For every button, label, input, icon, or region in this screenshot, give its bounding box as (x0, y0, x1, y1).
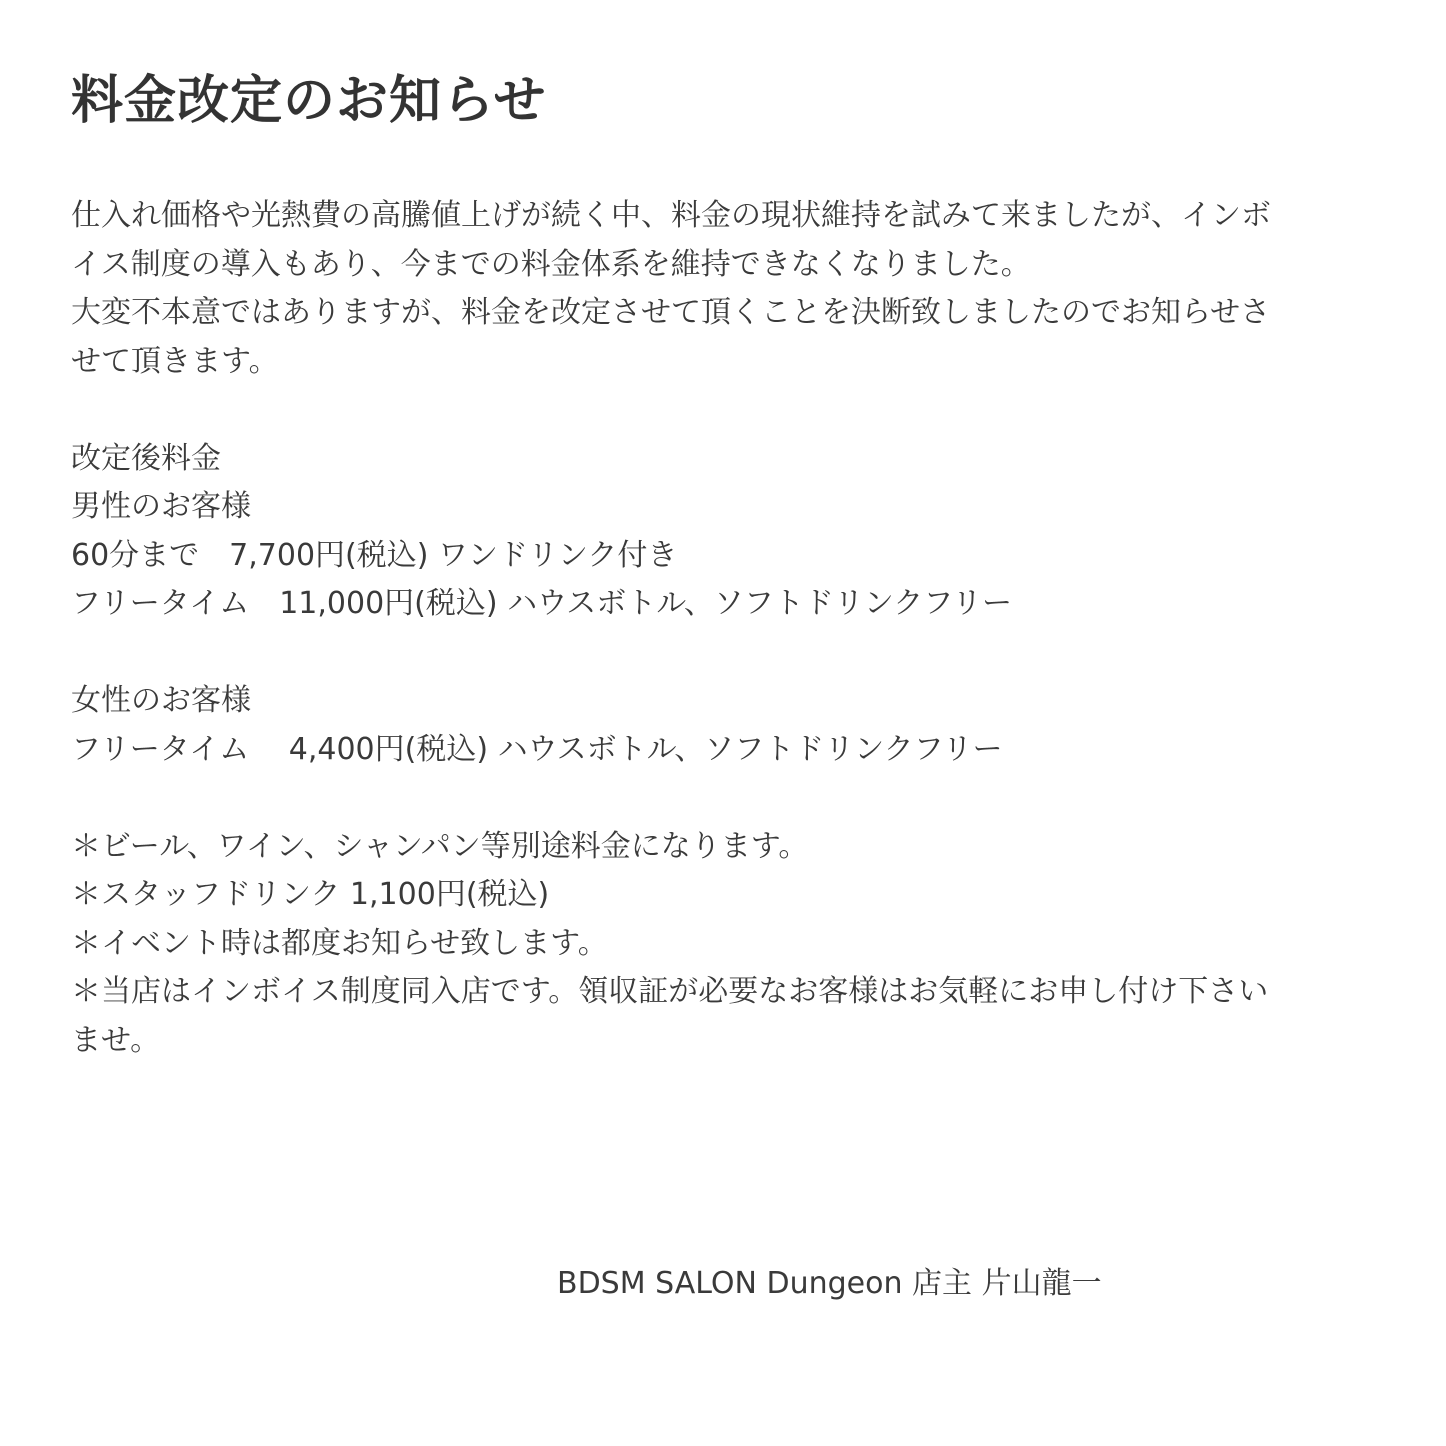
note-line: ＊当店はインボイス制度同入店です。領収証が必要なお客様はお気軽にお申し付け下さい (71, 974, 1269, 1009)
signature: BDSM SALON Dungeon 店主 片山龍一 (557, 1266, 1102, 1301)
intro-line: 大変不本意ではありますが、料金を改定させて頂くことを決断致しましたのでお知らせさ (71, 295, 1271, 330)
note-line: ＊ビール、ワイン、シャンパン等別途料金になります。 (71, 828, 809, 864)
note-line: ＊スタッフドリンク 1,100円(税込) (71, 877, 550, 912)
pricing-heading: 改定後料金 (71, 440, 221, 476)
note-line: ＊イベント時は都度お知らせ致します。 (71, 925, 608, 961)
notice-body (71, 192, 1371, 1065)
male-price-line: 60分まで 7,700円(税込) ワンドリンク付き (71, 537, 678, 573)
spacer (71, 774, 1371, 823)
spacer (71, 386, 1371, 435)
note-line: ませ。 (71, 1022, 161, 1058)
intro-line: イス制度の導入もあり、今までの料金体系を維持できなくなりました。 (71, 246, 1031, 282)
intro-line: せて頂きます。 (71, 343, 279, 379)
female-price-line: フリータイム 4,400円(税込) ハウスボトル、ソフトドリンクフリー (71, 731, 1003, 767)
intro-line: 仕入れ価格や光熱費の高騰値上げが続く中、料金の現状維持を試みて来ましたが、インボ (71, 198, 1271, 233)
female-customer-label: 女性のお客様 (71, 683, 251, 718)
spacer (71, 629, 1371, 678)
male-customer-label: 男性のお客様 (71, 489, 251, 524)
page-title: 料金改定のお知らせ (71, 71, 547, 131)
male-price-line: フリータイム 11,000円(税込) ハウスボトル、ソフトドリンクフリー (71, 586, 1013, 621)
